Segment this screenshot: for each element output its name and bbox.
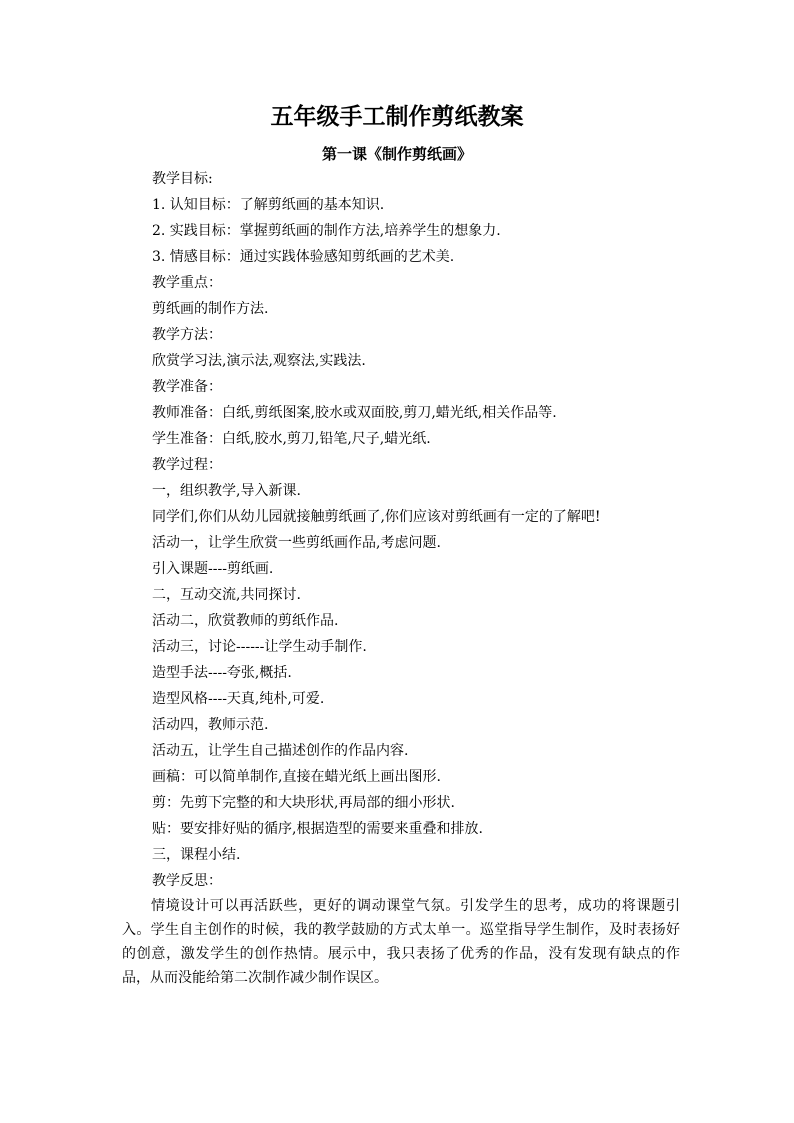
step-cut: 剪：先剪下完整的和大块形状,再局部的细小形状. <box>152 795 455 811</box>
process-step-two: 二，互动交流,共同探讨. <box>152 587 301 603</box>
step-paste: 贴：要安排好贴的循序,根据造型的需要来重叠和排放. <box>152 821 483 837</box>
teacher-preparation: 教师准备：白纸,剪纸图案,胶水或双面胶,剪刀,蜡光纸,相关作品等. <box>152 405 557 421</box>
activity-five: 活动五，让学生自己描述创作的作品内容. <box>152 743 409 759</box>
modeling-style: 造型风格----天真,纯朴,可爱. <box>152 691 325 707</box>
lesson-body <box>152 166 712 894</box>
process-intro: 同学们,你们从幼儿园就接触剪纸画了,你们应该对剪纸画有一定的了解吧! <box>152 509 601 525</box>
goal-cognitive: 1. 认知目标：了解剪纸画的基本知识. <box>152 197 385 213</box>
heading-methods: 教学方法： <box>152 327 222 343</box>
reflection-paragraph: 情境设计可以再活跃些，更好的调动课堂气氛。引发学生的思考，成功的将课题引入。学生自主创作的时候，我的教学鼓励的方式太单一。巡堂指导学生制作，及时表扬好的创意，激发学生的创作热情。展示中，我只表扬了优秀的作品，没有发现有缺点的作品，从而没能给第二次制作减少制作误区。 <box>122 898 680 986</box>
heading-reflection: 教学反思： <box>152 873 222 889</box>
step-draft: 画稿：可以简单制作,直接在蜡光纸上画出图形. <box>152 769 441 785</box>
goal-practice: 2. 实践目标：掌握剪纸画的制作方法,培养学生的想象力. <box>152 223 501 239</box>
key-points-text: 剪纸画的制作方法. <box>152 301 269 317</box>
goal-emotional: 3. 情感目标：通过实践体验感知剪纸画的艺术美. <box>152 249 455 265</box>
activity-four: 活动四，教师示范. <box>152 717 269 733</box>
heading-teaching-goals: 教学目标: <box>152 171 213 187</box>
process-step-one: 一，组织教学,导入新课. <box>152 483 301 499</box>
lesson-subtitle: 第一课《制作剪纸画》 <box>321 145 472 163</box>
activity-three: 活动三，讨论------让学生动手制作. <box>152 639 367 655</box>
activity-one: 活动一，让学生欣赏一些剪纸画作品,考虑问题. <box>152 535 441 551</box>
topic-introduction: 引入课题----剪纸画. <box>152 561 274 577</box>
heading-key-points: 教学重点： <box>152 275 222 291</box>
heading-preparation: 教学准备： <box>152 379 222 395</box>
process-step-three: 三，课程小结. <box>152 847 241 863</box>
methods-text: 欣赏学习法,演示法,观察法,实践法. <box>152 353 366 369</box>
activity-two: 活动二，欣赏教师的剪纸作品. <box>152 613 339 629</box>
student-preparation: 学生准备：白纸,胶水,剪刀,铅笔,尺子,蜡光纸. <box>152 431 431 447</box>
modeling-technique: 造型手法----夸张,概括. <box>152 665 292 681</box>
heading-process: 教学过程： <box>152 457 222 473</box>
document-title: 五年级手工制作剪纸教案 <box>270 103 524 130</box>
